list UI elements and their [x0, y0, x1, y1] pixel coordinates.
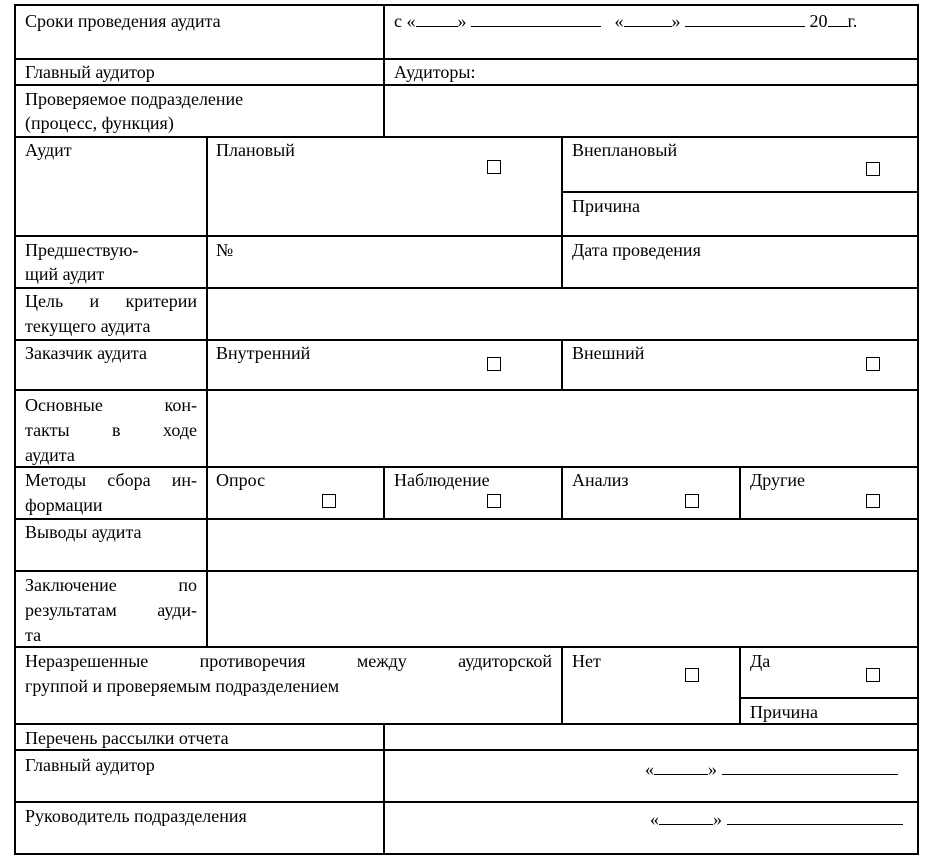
previous-audit-number: № — [216, 240, 234, 260]
col-line — [206, 287, 208, 572]
customer-label: Заказчик аудита — [25, 343, 147, 363]
goal-label — [25, 289, 197, 339]
frame-right — [917, 4, 919, 855]
audited-unit-line1: Проверяемое подразделение — [25, 89, 244, 109]
row-line — [14, 235, 919, 237]
row-line — [14, 339, 919, 341]
year-prefix: 20 — [809, 11, 828, 31]
no-label: Нет — [572, 651, 601, 671]
yes-reason-label: Причина — [750, 702, 818, 722]
contacts-line3: аудита — [25, 445, 75, 465]
yes-label: Да — [750, 651, 771, 671]
month-blank[interactable] — [685, 11, 805, 27]
analysis-label: Анализ — [572, 470, 629, 490]
internal-checkbox[interactable] — [487, 357, 501, 371]
unplanned-checkbox[interactable] — [866, 162, 880, 176]
goal-line1: Цель и критерии — [25, 291, 197, 311]
col-line — [383, 723, 385, 855]
sign-head-quote-close: » — [713, 809, 722, 829]
year-suffix: г. — [847, 11, 858, 31]
period-label: Сроки проведения аудита — [25, 11, 221, 31]
period-value — [394, 9, 857, 34]
goal-line2: текущего аудита — [25, 316, 151, 336]
survey-label: Опрос — [216, 470, 266, 490]
conclusions-label: Выводы аудита — [25, 522, 142, 542]
external-label: Внешний — [572, 343, 645, 363]
contacts-line2: такты в ходе — [25, 420, 197, 440]
col-line — [561, 646, 563, 725]
final-label — [25, 573, 197, 648]
unplanned-label: Внеплановый — [572, 140, 678, 160]
sign-chief-quote-open: « — [645, 759, 654, 779]
row-line — [14, 136, 919, 138]
previous-audit-line2: щий аудит — [25, 264, 105, 284]
final-line1: Заключение по — [25, 575, 197, 595]
analysis-checkbox[interactable] — [685, 494, 699, 508]
date-blank[interactable] — [624, 11, 672, 27]
contacts-line1: Основные кон- — [25, 395, 197, 415]
final-line2: результатам ауди- — [25, 600, 197, 620]
other-label: Другие — [750, 470, 806, 490]
planned-checkbox[interactable] — [487, 160, 501, 174]
period-from-prefix: с « — [394, 11, 416, 31]
sign-chief-quote-close: » — [708, 759, 717, 779]
col-line — [561, 466, 563, 520]
period-quote-close: » — [457, 11, 467, 31]
observation-checkbox[interactable] — [487, 494, 501, 508]
methods-line1: Методы сбора ин- — [25, 470, 197, 490]
row-line — [740, 697, 919, 699]
month-blank[interactable] — [722, 759, 898, 775]
sign-head-quote-open: « — [650, 809, 659, 829]
month-blank[interactable] — [727, 809, 903, 825]
previous-audit-date: Дата проведения — [572, 240, 701, 260]
period-quote-close-2: » — [671, 11, 681, 31]
contradictions-line1: Неразрешенные противоречия между аудиторской — [25, 651, 552, 671]
final-line3: та — [25, 625, 42, 645]
row-line — [14, 801, 919, 803]
distribution-label: Перечень рассылки отчета — [25, 728, 229, 748]
frame-bottom — [14, 853, 919, 855]
col-line — [561, 136, 563, 289]
audited-unit-line2: (процесс, функция) — [25, 113, 174, 133]
internal-label: Внутренний — [216, 343, 311, 363]
contacts-label — [25, 393, 197, 468]
chief-auditor-label: Главный аудитор — [25, 62, 155, 82]
sign-head-date — [650, 807, 903, 832]
col-line — [206, 570, 208, 648]
unplanned-reason-label: Причина — [572, 196, 640, 216]
no-checkbox[interactable] — [685, 668, 699, 682]
contradictions-line2: группой и проверяемым подразделением — [25, 676, 340, 696]
sign-head-label: Руководитель подразделения — [25, 806, 247, 826]
contradictions-label — [25, 649, 552, 699]
methods-line2: формации — [25, 495, 103, 515]
sign-chief-date — [645, 757, 898, 782]
row-line — [14, 518, 919, 520]
row-line — [14, 389, 919, 391]
date-blank[interactable] — [416, 11, 458, 27]
methods-label — [25, 468, 197, 518]
col-line — [206, 136, 208, 289]
frame-top — [14, 4, 919, 6]
other-checkbox[interactable] — [866, 494, 880, 508]
period-quote-open: « — [614, 11, 624, 31]
row-line — [562, 191, 919, 193]
col-line — [561, 339, 563, 391]
auditors-label: Аудиторы: — [394, 62, 476, 82]
date-blank[interactable] — [659, 809, 713, 825]
survey-checkbox[interactable] — [322, 494, 336, 508]
col-line — [739, 466, 741, 520]
audit-label: Аудит — [25, 140, 72, 160]
row-line — [14, 570, 919, 572]
planned-label: Плановый — [216, 140, 295, 160]
external-checkbox[interactable] — [866, 357, 880, 371]
month-blank[interactable] — [471, 11, 601, 27]
col-line — [739, 646, 741, 725]
sign-chief-label: Главный аудитор — [25, 755, 155, 775]
frame-left — [14, 4, 16, 855]
date-blank[interactable] — [654, 759, 708, 775]
year-blank[interactable] — [828, 11, 848, 27]
col-line — [383, 4, 385, 138]
previous-audit-line1: Предшествую- — [25, 240, 139, 260]
col-line — [383, 466, 385, 520]
yes-checkbox[interactable] — [866, 668, 880, 682]
observation-label: Наблюдение — [394, 470, 490, 490]
